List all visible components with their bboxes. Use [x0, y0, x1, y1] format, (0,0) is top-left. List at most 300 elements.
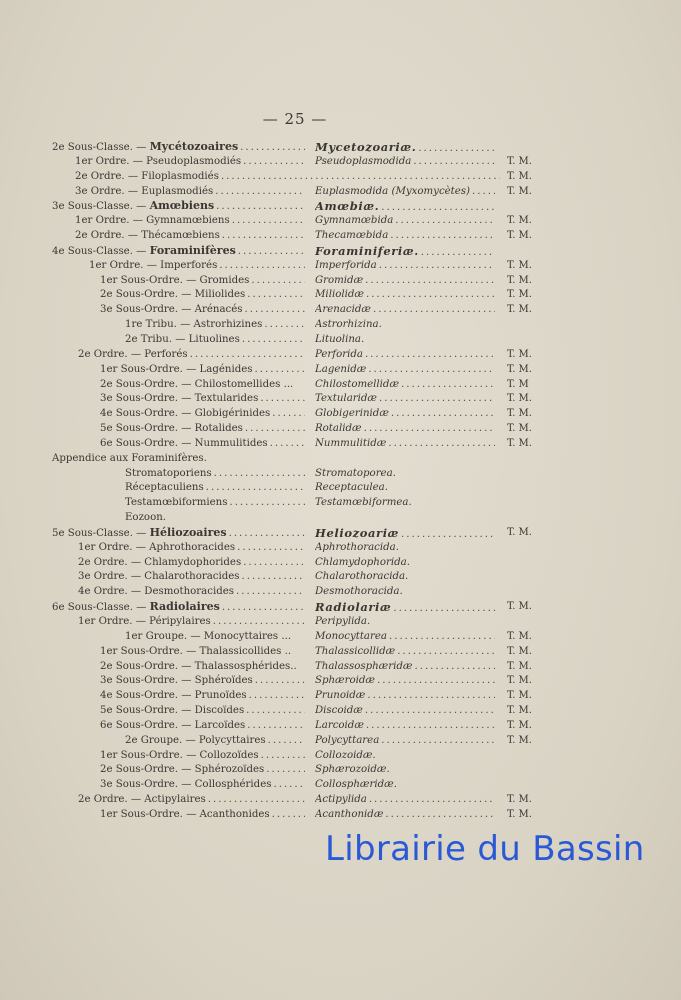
french-name: Astrorhizines	[193, 319, 263, 331]
dot-leader	[366, 288, 495, 303]
latin-name: Desmothoracida.	[315, 586, 403, 598]
french-name: Sphéroïdes	[194, 675, 253, 687]
rank-label: 1er Ordre. —	[75, 215, 147, 227]
taxon-row	[0, 674, 681, 689]
french-name: Amœbiens	[149, 199, 215, 213]
taxon-french-name	[100, 704, 305, 719]
latin-name: Textularidæ .....	[315, 392, 495, 407]
taxon-row	[0, 660, 681, 675]
latin-name: Collosphæridæ.	[315, 779, 397, 791]
taxon-french-name	[78, 570, 305, 585]
dot-leader	[388, 437, 495, 452]
taxon-row	[0, 511, 681, 526]
dot-leader	[266, 763, 305, 778]
french-name: Lagénides	[199, 363, 253, 375]
dot-leader	[247, 719, 305, 734]
dot-leader	[229, 527, 305, 541]
taxon-row	[0, 541, 681, 556]
dot-leader	[255, 363, 305, 378]
dot-leader	[389, 630, 495, 645]
dot-leader	[246, 704, 305, 719]
tm-marker: T. M.	[507, 274, 532, 286]
latin-name: Chalarothoracida.	[315, 571, 409, 583]
taxon-french-name	[125, 511, 305, 526]
french-name: Foraminifères	[149, 243, 236, 257]
dot-leader	[215, 185, 305, 200]
taxon-french-name	[52, 244, 305, 259]
tm-marker: T. M.	[507, 690, 532, 702]
french-name: Filoplasmodiés	[141, 170, 219, 182]
french-name: Rotalides	[194, 423, 243, 435]
rank-label: 2e Ordre. —	[75, 170, 142, 182]
french-name: Collosphérides	[194, 779, 272, 791]
tm-marker: T. M.	[507, 645, 532, 657]
french-name: Larcoïdes	[194, 719, 246, 731]
dot-leader	[229, 496, 305, 511]
dot-leader	[395, 214, 495, 229]
french-name: Acanthonides	[199, 808, 270, 820]
dot-leader	[251, 274, 305, 289]
taxon-french-name	[100, 422, 305, 437]
watermark: Librairie du Bassin	[325, 829, 645, 869]
classification-table	[0, 140, 681, 823]
taxon-row	[0, 288, 681, 303]
taxon-row	[0, 778, 681, 793]
latin-name: Peripylida.	[315, 616, 371, 627]
taxon-french-name	[78, 585, 305, 600]
latin-name: Sphæroidæ .....	[315, 674, 495, 689]
dot-leader	[365, 704, 495, 719]
taxon-french-name	[75, 229, 305, 244]
tm-marker: T. M.	[507, 675, 532, 687]
latin-name: Euplasmodida (Myxomycètes) .....	[315, 185, 495, 200]
latin-name: Lituolina.	[315, 333, 365, 345]
taxon-row	[0, 704, 681, 719]
dot-leader	[414, 660, 495, 675]
taxon-french-name	[100, 274, 305, 289]
taxon-french-name	[100, 645, 305, 660]
dot-leader	[237, 541, 305, 556]
dot-leader	[421, 246, 495, 259]
taxon-row	[0, 793, 681, 808]
latin-name: Rotalidæ .....	[315, 422, 495, 437]
taxon-row	[0, 689, 681, 704]
rank-label: 4e Sous-Ordre. —	[100, 408, 195, 420]
rank-label: 2e Ordre. —	[78, 556, 145, 568]
taxon-french-name	[100, 674, 305, 689]
taxon-row	[0, 274, 681, 289]
dot-leader	[272, 808, 305, 823]
taxon-french-name	[100, 719, 305, 734]
tm-marker: T. M.	[507, 215, 532, 227]
dot-leader	[401, 378, 495, 393]
taxon-french-name	[100, 392, 305, 407]
dot-leader	[379, 392, 495, 407]
taxon-french-name	[100, 378, 305, 393]
latin-name: Chilostomellidæ .....	[315, 378, 495, 393]
dot-leader	[219, 259, 305, 274]
latin-name: Sphærozoidæ.	[315, 764, 390, 776]
rank-label: 2e Groupe. —	[125, 734, 199, 746]
taxon-french-name	[78, 793, 305, 808]
dot-leader	[221, 170, 500, 185]
latin-name: Amœbiæ. .....	[315, 199, 495, 214]
dot-leader	[401, 528, 495, 541]
rank-label: 1er Sous-Ordre. —	[100, 749, 200, 761]
rank-label: 6e Sous-Ordre. —	[100, 719, 195, 731]
french-name: Nummulitides	[194, 437, 268, 449]
tm-marker: T. M.	[507, 734, 532, 746]
french-name: Monocyttaires ...	[203, 630, 292, 642]
taxon-row	[0, 526, 681, 541]
rank-label: 6e Sous-Ordre. —	[100, 437, 195, 449]
taxon-row	[0, 630, 681, 645]
dot-leader	[213, 615, 305, 630]
taxon-french-name	[75, 170, 500, 185]
taxon-row	[0, 155, 681, 170]
latin-name: Prunoidæ .....	[315, 689, 495, 704]
rank-label: 2e Ordre. —	[78, 348, 145, 360]
french-name: Textularides	[194, 393, 259, 405]
french-name: Héliozoaires	[149, 525, 227, 539]
dot-leader	[390, 229, 495, 244]
dot-leader	[381, 201, 495, 214]
taxon-french-name	[78, 541, 305, 556]
dot-leader	[255, 674, 305, 689]
rank-label: 5e Sous-Classe. —	[52, 527, 150, 539]
tm-marker: T. M.	[507, 185, 532, 197]
french-name: Arénacés	[194, 304, 243, 316]
taxon-row	[0, 199, 681, 214]
taxon-row	[0, 170, 681, 185]
french-name: Chilostomellides ...	[194, 378, 294, 390]
latin-name: Lagenidæ .....	[315, 363, 495, 378]
french-name: Thécamœbiens	[141, 230, 220, 242]
taxon-french-name	[125, 318, 305, 333]
french-name: Pseudoplasmodiés	[146, 155, 242, 167]
tm-marker: T. M.	[507, 393, 532, 405]
rank-label: 1er Sous-Ordre. —	[100, 274, 200, 286]
taxon-row	[0, 615, 681, 630]
dot-leader	[391, 407, 495, 422]
dot-leader	[385, 808, 495, 823]
latin-name: Monocyttarea .....	[315, 630, 495, 645]
latin-name: Perforida .....	[315, 348, 495, 363]
taxon-row	[0, 556, 681, 571]
dot-leader	[365, 274, 495, 289]
taxon-row	[0, 808, 681, 823]
latin-name: Chlamydophorida.	[315, 556, 410, 568]
dot-leader	[243, 556, 305, 571]
latin-name: Discoidæ .....	[315, 704, 495, 719]
dot-leader	[393, 602, 495, 615]
rank-label: 6e Sous-Classe. —	[52, 602, 150, 614]
french-name: Polycyttaires	[198, 734, 266, 746]
taxon-french-name	[100, 689, 305, 704]
taxon-row	[0, 437, 681, 452]
dot-leader	[367, 689, 495, 704]
taxon-french-name	[78, 348, 305, 363]
taxon-row	[0, 600, 681, 615]
taxon-french-name	[100, 407, 305, 422]
dot-leader	[413, 155, 495, 170]
taxon-row	[0, 333, 681, 348]
latin-name: Foraminiferiæ. .....	[315, 244, 495, 259]
tm-marker: T. M.	[507, 705, 532, 717]
taxon-french-name	[89, 259, 305, 274]
rank-label: 1er Ordre. —	[75, 155, 147, 167]
rank-label: 2e Sous-Ordre. —	[100, 289, 195, 301]
dot-leader	[190, 348, 305, 363]
taxon-row	[0, 378, 681, 393]
taxon-row	[0, 229, 681, 244]
tm-marker: T. M.	[507, 230, 532, 242]
taxon-french-name	[100, 303, 305, 318]
french-name: Mycétozoaires	[149, 140, 239, 153]
latin-name: Astrorhizina.	[315, 319, 382, 331]
dot-leader	[366, 719, 495, 734]
dot-leader	[365, 348, 495, 363]
taxon-row	[0, 734, 681, 749]
latin-name: Stromatoporea.	[315, 467, 396, 479]
latin-name: Mycetozoariæ. .....	[315, 140, 495, 155]
tm-marker: T. M.	[507, 259, 532, 271]
taxon-french-name	[52, 140, 305, 155]
french-name: Chalarothoracides	[144, 571, 240, 583]
french-name: Péripylaires	[149, 616, 211, 627]
french-name: Lituolines	[188, 333, 240, 345]
taxon-row	[0, 318, 681, 333]
taxon-row	[0, 749, 681, 764]
dot-leader	[273, 778, 305, 793]
french-name: Chlamydophorides	[144, 556, 242, 568]
latin-name: Miliolidæ .....	[315, 288, 495, 303]
rank-label: 2e Ordre. —	[78, 794, 145, 806]
dot-leader	[208, 793, 305, 808]
dot-leader	[369, 793, 495, 808]
dot-leader	[261, 749, 305, 764]
dot-leader	[373, 303, 495, 318]
taxon-french-name	[125, 467, 305, 482]
latin-name: Pseudoplasmodida .....	[315, 155, 495, 170]
latin-name: Gymnamœbida .....	[315, 214, 495, 229]
latin-name: Imperforida .....	[315, 259, 495, 274]
french-name: Discoïdes	[194, 705, 245, 717]
rank-label: 1er Sous-Ordre. —	[100, 645, 200, 657]
tm-marker: T. M	[507, 378, 529, 390]
dot-leader	[240, 141, 305, 155]
dot-leader	[232, 214, 305, 229]
taxon-french-name	[78, 556, 305, 571]
dot-leader	[418, 142, 495, 155]
rank-label: 5e Sous-Ordre. —	[100, 423, 195, 435]
dot-leader	[214, 467, 305, 482]
taxon-row	[0, 719, 681, 734]
rank-label: 2e Sous-Ordre. —	[100, 764, 195, 776]
taxon-french-name	[125, 481, 305, 496]
taxon-row	[0, 496, 681, 511]
taxon-french-name	[52, 199, 305, 214]
rank-label: 1er Sous-Ordre. —	[100, 363, 200, 375]
latin-name: Collozoidæ.	[315, 749, 376, 761]
page-number: — 25 —	[262, 110, 328, 128]
tm-marker: T. M.	[507, 526, 532, 538]
dot-leader	[242, 333, 305, 348]
rank-label: 1er Sous-Ordre. —	[100, 808, 200, 820]
latin-name: Nummulitidæ .....	[315, 437, 495, 452]
dot-leader	[272, 407, 305, 422]
dot-leader	[472, 185, 495, 200]
french-name: Gymnamœbiens	[146, 215, 230, 227]
dot-leader	[260, 392, 305, 407]
latin-name: Acanthonidæ .....	[315, 808, 495, 823]
french-name: Collozoïdes	[199, 749, 259, 761]
tm-marker: T. M.	[507, 363, 532, 375]
taxon-french-name	[100, 778, 305, 793]
tm-marker: T. M.	[507, 719, 532, 731]
rank-label: 3e Ordre. —	[75, 185, 142, 197]
dot-leader	[243, 155, 305, 170]
rank-label: 1er Ordre. —	[78, 616, 150, 627]
taxon-french-name	[75, 155, 305, 170]
latin-name: Receptaculea.	[315, 482, 388, 494]
dot-leader	[238, 245, 305, 259]
latin-name: Polycyttarea .....	[315, 734, 495, 749]
latin-name: Thalassicollidæ .....	[315, 645, 495, 660]
taxon-row	[0, 259, 681, 274]
latin-name: Testamœbiformea.	[315, 497, 412, 509]
taxon-row	[0, 214, 681, 229]
french-name: Miliolides	[194, 289, 246, 301]
french-name: Aphrothoracides	[149, 541, 236, 553]
dot-leader	[397, 645, 495, 660]
rank-label: 4e Sous-Ordre. —	[100, 690, 195, 702]
rank-label: 3e Ordre. —	[78, 571, 145, 583]
french-name: Appendice aux Foraminifères.	[52, 452, 207, 464]
tm-marker: T. M.	[507, 408, 532, 420]
tm-marker: T. M.	[507, 289, 532, 301]
rank-label: 1er Ordre. —	[89, 259, 161, 271]
rank-label: 1er Groupe. —	[125, 630, 204, 642]
dot-leader	[264, 318, 305, 333]
dot-leader	[245, 303, 306, 318]
dot-leader	[222, 229, 305, 244]
taxon-french-name	[125, 333, 305, 348]
taxon-french-name	[75, 185, 305, 200]
french-name: Stromatoporiens	[125, 467, 212, 479]
french-name: Testamœbiformiens	[125, 497, 228, 509]
taxon-row	[0, 422, 681, 437]
taxon-french-name	[100, 808, 305, 823]
rank-label: 5e Sous-Ordre. —	[100, 705, 195, 717]
taxon-row	[0, 585, 681, 600]
rank-label: 4e Sous-Classe. —	[52, 245, 150, 257]
tm-marker: T. M.	[507, 304, 532, 316]
tm-marker: T. M.	[507, 170, 532, 182]
latin-name: Thecamœbida .....	[315, 229, 495, 244]
latin-name: Radiolariæ .....	[315, 600, 495, 615]
taxon-row	[0, 407, 681, 422]
latin-name: Heliozoariæ .....	[315, 526, 495, 541]
tm-marker: T. M.	[507, 348, 532, 360]
taxon-row	[0, 645, 681, 660]
french-name: Prunoïdes	[194, 690, 247, 702]
tm-marker: T. M.	[507, 630, 532, 642]
french-name: Thalassicollides ..	[199, 645, 292, 657]
taxon-french-name	[125, 734, 305, 749]
taxon-french-name	[125, 630, 305, 645]
taxon-french-name	[125, 496, 305, 511]
dot-leader	[270, 437, 305, 452]
rank-label: 2e Sous-Ordre. —	[100, 378, 195, 390]
taxon-row	[0, 392, 681, 407]
tm-marker: T. M.	[507, 437, 532, 449]
french-name: Imperforés	[160, 259, 218, 271]
latin-name: Gromidæ .....	[315, 274, 495, 289]
french-name: Sphérozoïdes	[194, 764, 265, 776]
taxon-row	[0, 467, 681, 482]
dot-leader	[247, 288, 305, 303]
tm-marker: T. M.	[507, 660, 532, 672]
taxon-row	[0, 452, 681, 467]
taxon-row	[0, 140, 681, 155]
dot-leader	[236, 585, 305, 600]
rank-label: 2e Ordre. —	[75, 230, 142, 242]
latin-name: Aphrothoracida.	[315, 541, 399, 553]
rank-label: 2e Tribu. —	[125, 333, 189, 345]
dot-leader	[249, 689, 305, 704]
taxon-row	[0, 185, 681, 200]
dot-leader	[368, 363, 495, 378]
latin-name: Larcoidæ .....	[315, 719, 495, 734]
french-name: Globigérinides	[194, 408, 271, 420]
taxon-row	[0, 363, 681, 378]
french-name: Thalassosphérides..	[194, 660, 297, 672]
taxon-row	[0, 763, 681, 778]
tm-marker: T. M.	[507, 423, 532, 435]
taxon-row	[0, 570, 681, 585]
dot-leader	[381, 734, 495, 749]
taxon-french-name	[100, 660, 305, 675]
french-name: Actipylaires	[144, 794, 206, 806]
tm-marker: T. M.	[507, 155, 532, 167]
tm-marker: T. M.	[507, 601, 532, 613]
taxon-row	[0, 348, 681, 363]
dot-leader	[216, 200, 305, 214]
french-name: Eozoon.	[125, 512, 167, 524]
tm-marker: T. M.	[507, 808, 532, 820]
latin-name: Globigerinidæ .....	[315, 407, 495, 422]
taxon-french-name	[75, 214, 305, 229]
rank-label: 3e Sous-Ordre. —	[100, 675, 195, 687]
dot-leader	[242, 570, 305, 585]
rank-label: 2e Sous-Ordre. —	[100, 660, 195, 672]
dot-leader	[379, 259, 495, 274]
taxon-french-name	[52, 526, 305, 541]
rank-label: 1er Ordre. —	[78, 541, 150, 553]
taxon-row	[0, 481, 681, 496]
taxon-french-name	[100, 763, 305, 778]
taxon-french-name	[100, 363, 305, 378]
rank-label: 3e Sous-Ordre. —	[100, 779, 195, 791]
dot-leader	[377, 674, 495, 689]
taxon-row	[0, 244, 681, 259]
taxon-french-name	[100, 437, 305, 452]
rank-label: 3e Sous-Ordre. —	[100, 304, 195, 316]
latin-name: Thalassosphæridæ .....	[315, 660, 495, 675]
rank-label: 3e Sous-Classe. —	[52, 201, 150, 213]
tm-marker: T. M.	[507, 794, 532, 806]
